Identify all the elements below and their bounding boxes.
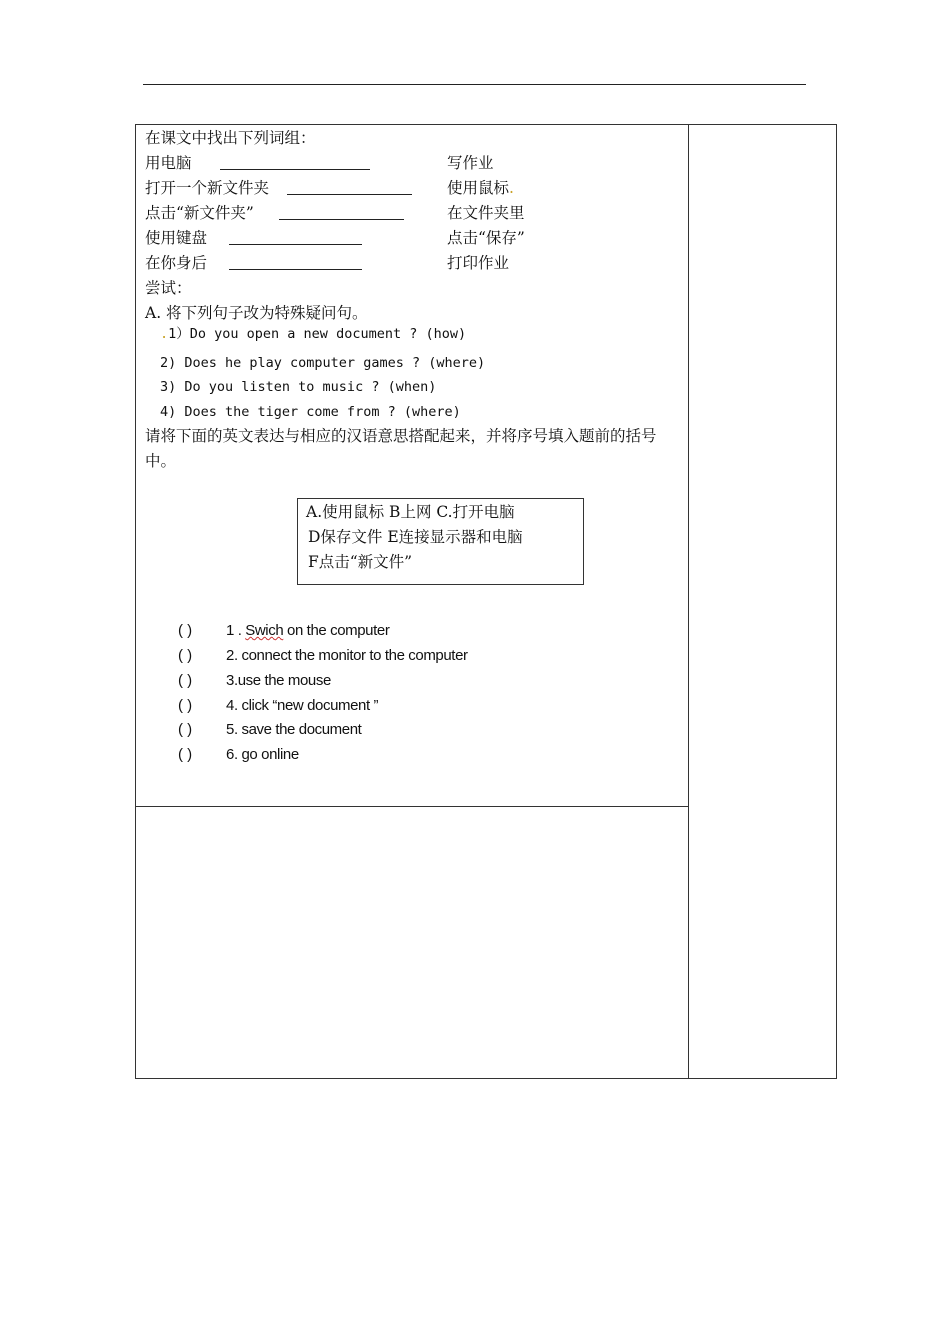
match-item-3: 3.use the mouse [226,672,331,689]
answer-paren-4[interactable]: ( ) [178,697,193,714]
worksheet-table [135,124,837,1079]
try-label: 尝试： [145,279,192,297]
answer-blank-4[interactable] [229,244,362,245]
column-divider [688,125,689,1078]
options-box [297,498,584,585]
sentence-3: 3) Do you listen to music ? (when) [160,379,437,395]
sentence-2: 2) Does he play computer games ? (where) [160,355,486,371]
options-line-3: F点击“新文件” [308,553,413,571]
match-item-5: 5. save the document [226,721,362,738]
phrase-left-4: 使用键盘 [145,229,208,247]
answer-paren-3[interactable]: ( ) [178,672,193,689]
options-line-2: D保存文件 E连接显示器和电脑 [308,528,523,546]
section-title: 在课文中找出下列词组： [145,129,316,147]
task-a-heading: A. 将下列句子改为特殊疑问句。 [145,304,368,322]
answer-paren-5[interactable]: ( ) [178,721,193,738]
sentence-1: .1）Do you open a new document ? (how) [160,326,467,342]
options-line-1: A.使用鼠标 B上网 C.打开电脑 [306,503,515,521]
answer-blank-1[interactable] [220,169,370,170]
phrase-left-2: 打开一个新文件夹 [145,179,270,197]
sentence-4: 4) Does the tiger come from ? (where) [160,404,461,420]
phrase-right-4: 点击“保存” [447,229,525,247]
match-item-1: 1 . Swich on the computer [226,622,390,639]
answer-paren-2[interactable]: ( ) [178,647,193,664]
phrase-right-2: 使用鼠标. [447,179,514,197]
answer-paren-1[interactable]: ( ) [178,622,193,639]
header-rule [143,84,806,85]
phrase-right-1: 写作业 [447,154,494,172]
phrase-left-3: 点击“新文件夹” [145,204,254,222]
phrase-left-5: 在你身后 [145,254,208,272]
answer-blank-3[interactable] [279,219,404,220]
phrase-left-1: 用电脑 [145,154,192,172]
answer-paren-6[interactable]: ( ) [178,746,193,763]
answer-blank-2[interactable] [287,194,412,195]
phrase-right-3: 在文件夹里 [447,204,525,222]
match-item-6: 6. go online [226,746,299,763]
match-item-2: 2. connect the monitor to the computer [226,647,468,664]
row-divider [136,806,689,807]
match-instruction: 请将下面的英文表达与相应的汉语意思搭配起来，并将序号填入题前的括号中。 [145,427,657,470]
phrase-right-5: 打印作业 [447,254,510,272]
answer-blank-5[interactable] [229,269,362,270]
match-item-4: 4. click “new document ” [226,697,379,714]
